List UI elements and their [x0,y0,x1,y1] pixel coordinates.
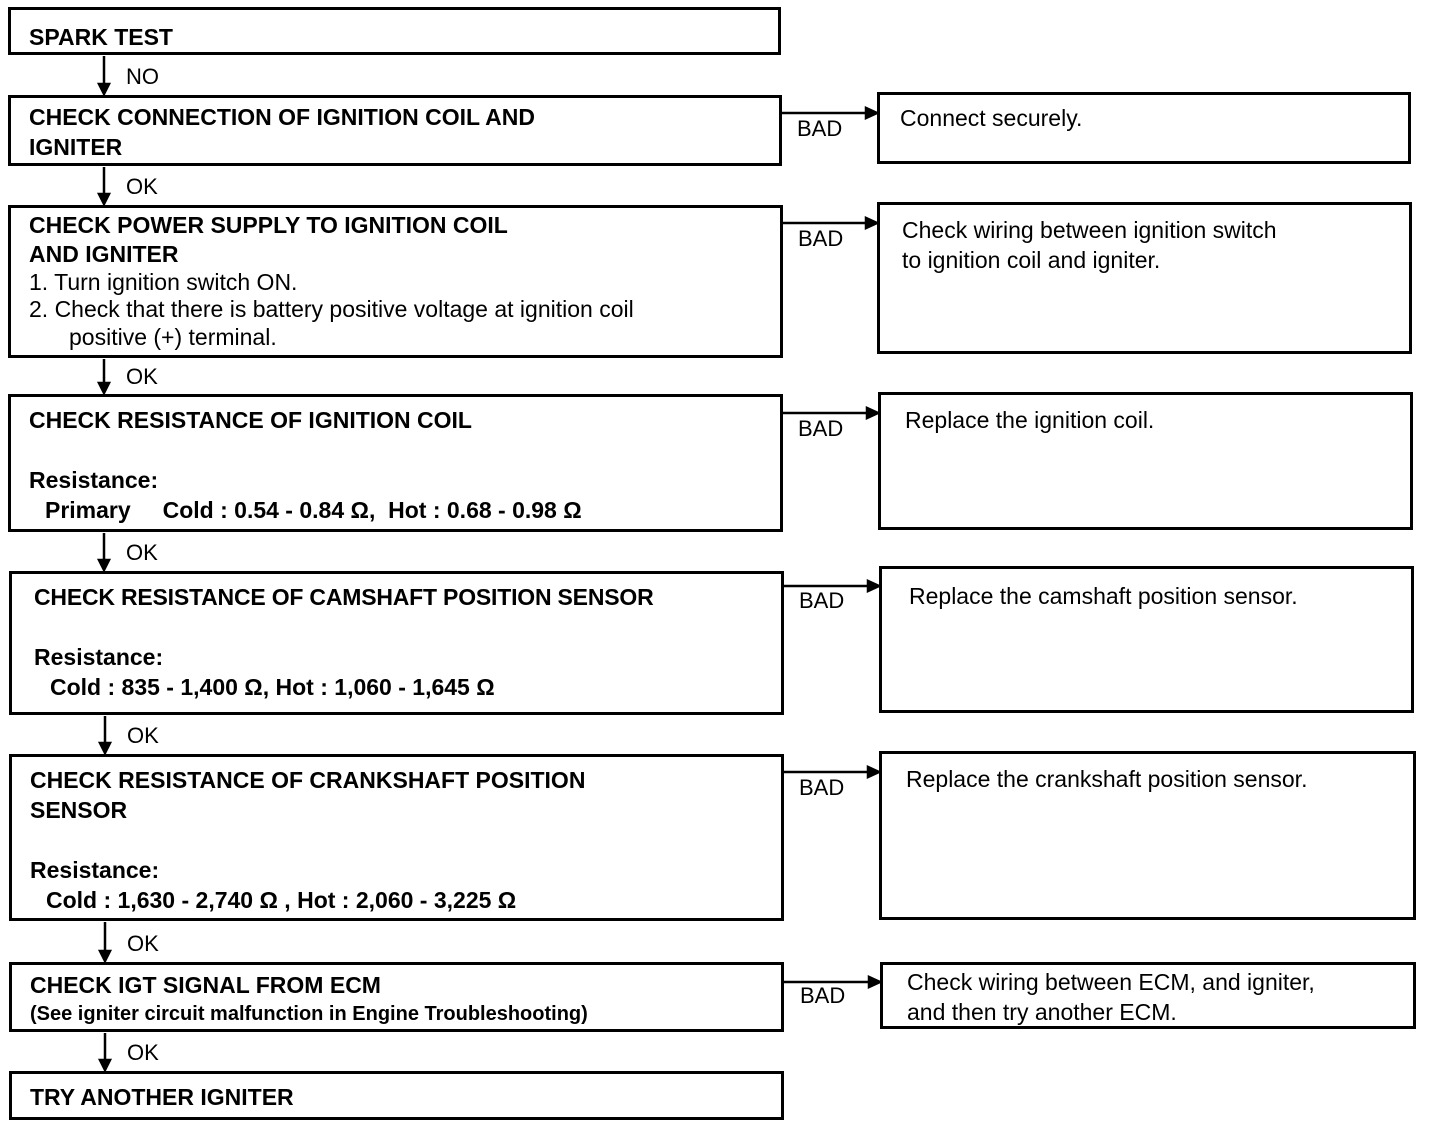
action-text: Replace the camshaft position sensor. [909,583,1298,609]
down-label-ok: OK [127,1040,159,1065]
bad-label: BAD [799,775,845,800]
step-title: CHECK RESISTANCE OF IGNITION COIL [29,407,472,433]
down-arrow-head [99,194,109,204]
down-arrow-head [100,951,110,961]
bad-label: BAD [800,983,846,1008]
bad-arrow-head [869,977,880,987]
step-instruction: 1. Turn ignition switch ON. [29,269,298,295]
step-title: CHECK POWER SUPPLY TO IGNITION COIL [29,212,508,238]
down-arrow-head [100,743,110,753]
resistance-label: Resistance: [30,857,160,883]
step-title: CHECK CONNECTION OF IGNITION COIL AND [29,104,535,130]
down-label-no: NO [126,64,159,89]
resistance-value: Primary Cold : 0.54 - 0.84 Ω, Hot : 0.68 - 0.98 Ω [45,497,582,523]
resistance-label: Resistance: [34,644,164,670]
down-label-ok: OK [126,364,158,389]
down-label-ok: OK [126,540,158,565]
action-text: to ignition coil and igniter. [902,247,1161,273]
down-label-ok: OK [127,931,159,956]
step-title: IGNITER [29,134,123,160]
action-text: Check wiring between ignition switch [902,217,1277,243]
step-title: CHECK RESISTANCE OF CRANKSHAFT POSITION [30,767,586,793]
bad-label: BAD [798,226,844,251]
bad-arrow-head [866,218,877,228]
bad-label: BAD [797,116,843,141]
bad-arrow-head [868,581,879,591]
down-arrow-head [100,1060,110,1070]
action-text: Replace the ignition coil. [905,407,1155,433]
action-text: Replace the crankshaft position sensor. [906,766,1308,792]
resistance-value: Cold : 1,630 - 2,740 Ω , Hot : 2,060 - 3,225 Ω [46,887,517,913]
step-title: AND IGNITER [29,241,179,267]
resistance-label: Resistance: [29,467,159,493]
resistance-value: Cold : 835 - 1,400 Ω, Hot : 1,060 - 1,645 Ω [50,674,495,700]
step-title: SENSOR [30,797,128,823]
step-note: (See igniter circuit malfunction in Engine Troubleshooting) [30,1003,588,1025]
bad-arrow-head [868,767,879,777]
down-arrow-head [99,84,109,94]
step-title: CHECK IGT SIGNAL FROM ECM [30,972,381,998]
bad-arrow-head [866,108,877,118]
step-title: SPARK TEST [29,24,173,50]
step-title: TRY ANOTHER IGNITER [30,1084,294,1110]
down-arrow-head [99,560,109,570]
action-text: Connect securely. [900,105,1083,131]
down-label-ok: OK [126,174,158,199]
action-text: and then try another ECM. [907,999,1177,1025]
bad-label: BAD [799,588,845,613]
step-title: CHECK RESISTANCE OF CAMSHAFT POSITION SENSOR [34,584,654,610]
step-instruction: 2. Check that there is battery positive voltage at ignition coil positive (+) terminal. [29,296,634,350]
down-arrow-head [99,383,109,393]
bad-label: BAD [798,416,844,441]
action-text: Check wiring between ECM, and igniter, [907,969,1315,995]
bad-arrow-head [867,408,878,418]
down-label-ok: OK [127,723,159,748]
